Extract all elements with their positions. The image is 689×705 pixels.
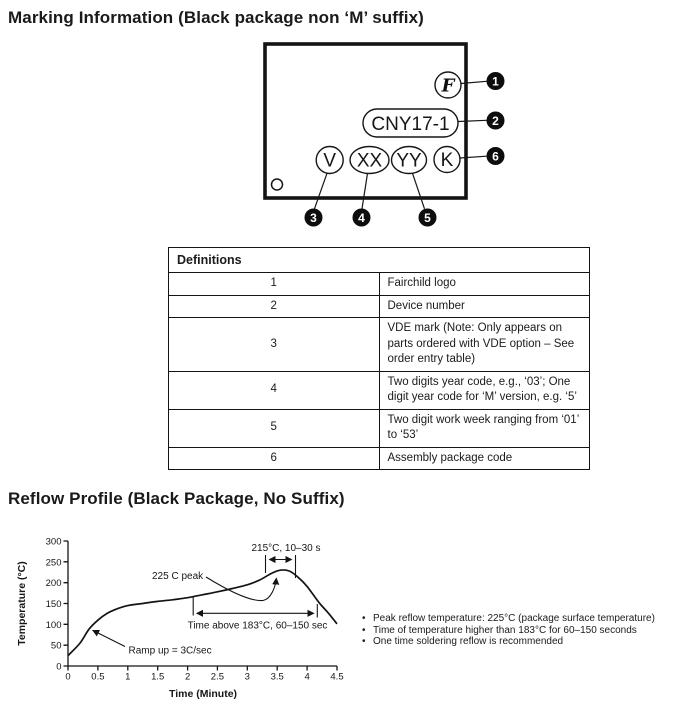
annotation-peak-window [251,543,320,578]
bullet-icon [362,636,373,648]
table-title: Definitions [169,248,590,273]
y-tick-label: 50 [50,640,62,652]
annotation-ramp [93,631,212,657]
row-number: 4 [169,371,380,409]
x-tick-label: 3 [244,671,250,683]
peak-window-label: 215°C, 10–30 s [251,543,321,554]
x-tick-label: 0 [65,671,71,683]
callout-5 [419,209,437,227]
callout-3 [305,209,323,227]
fairchild-logo-icon [435,72,461,98]
y-tick-label: 0 [56,661,62,673]
table-row [169,295,590,318]
row-definition: Assembly package code [379,447,590,470]
x-tick-label: 0.5 [91,671,105,683]
bullet-icon [362,625,373,637]
vde-mark-text: V [323,150,337,172]
time-above-label: Time above 183°C, 60–150 sec [187,620,328,632]
table-header-row [169,248,590,273]
callout-6 [487,147,505,165]
y-tick-label: 200 [45,578,62,590]
row-number: 5 [169,409,380,447]
year-code-text: XX [356,150,383,172]
note-text: Peak reflow temperature: 225°C (package surface temperature) [373,613,655,624]
y-tick-marks [64,541,69,666]
work-week-text: YY [396,150,422,172]
table-row [169,371,590,409]
y-tick-label: 250 [45,557,62,569]
callout-1 [487,72,505,90]
x-tick-label: 2.5 [210,671,225,683]
work-week-mark [392,147,427,174]
note-text: Time of temperature higher than 183°C for 60–150 seconds [373,624,637,636]
peak-label: 225 C peak [152,571,204,582]
row-definition: Two digits year code, e.g., ‘03’; One digit year code for ‘M’ version, e.g. ‘5’ [379,371,590,409]
note-item [362,625,689,637]
svg-text:4: 4 [358,210,365,225]
reflow-section-heading: Reflow Profile (Black Package, No Suffix) [8,489,345,508]
callout-2 [487,112,505,130]
x-axis-title: Time (Minute) [168,688,238,700]
annotation-peak [152,571,276,601]
table-row [169,318,590,372]
svg-text:1: 1 [492,74,499,89]
table-row [169,273,590,296]
note-text: One time soldering reflow is recommended [373,636,564,647]
row-number: 1 [169,273,380,296]
reflow-notes [362,613,689,648]
table-row [169,409,590,447]
fairchild-logo-glyph: F [441,75,455,97]
device-number-text: CNY17-1 [371,114,450,135]
annotation-time-above [188,597,328,632]
x-tick-label: 1.5 [151,671,165,683]
pin1-indicator-icon [272,179,283,190]
y-tick-label: 150 [45,599,62,610]
table-row [169,447,590,470]
note-item [362,636,689,648]
peak-arrow-icon [206,577,276,601]
x-tick-label: 2 [184,671,191,683]
note-item [362,613,689,625]
svg-text:5: 5 [424,210,431,225]
ramp-arrow-icon [93,631,125,647]
row-number: 2 [169,295,380,318]
year-code-mark [350,147,389,174]
vde-mark [316,147,343,174]
x-tick-label: 4 [304,671,310,683]
y-tick-label: 300 [45,536,62,548]
marking-diagram [0,0,689,240]
bullet-icon [362,613,373,625]
y-axis-title: Temperature (°C) [16,561,28,646]
row-definition: Two digit work week ranging from ‘01’ to ‘53’ [379,409,590,447]
x-tick-marks [68,666,337,671]
x-tick-label: 4.5 [330,671,344,683]
assembly-code-mark [434,147,460,173]
marking-section-heading: Marking Information (Black package non ‘M’ suffix) [8,8,424,27]
definitions-table [168,247,590,470]
svg-text:6: 6 [492,149,499,164]
y-tick-label: 100 [45,619,62,631]
row-definition: Device number [379,295,590,318]
row-number: 3 [169,318,380,372]
row-definition: Fairchild logo [379,273,590,296]
device-number-mark [363,109,458,137]
x-tick-label: 3.5 [270,671,284,683]
row-definition: VDE mark (Note: Only appears on parts ordered with VDE option – See order entry table) [379,318,590,372]
callout-4 [353,209,371,227]
svg-text:3: 3 [310,210,317,225]
x-tick-label: 1 [125,671,131,683]
ramp-label: Ramp up = 3C/sec [128,645,212,657]
row-number: 6 [169,447,380,470]
assembly-code-text: K [440,150,454,171]
svg-text:2: 2 [492,113,499,128]
